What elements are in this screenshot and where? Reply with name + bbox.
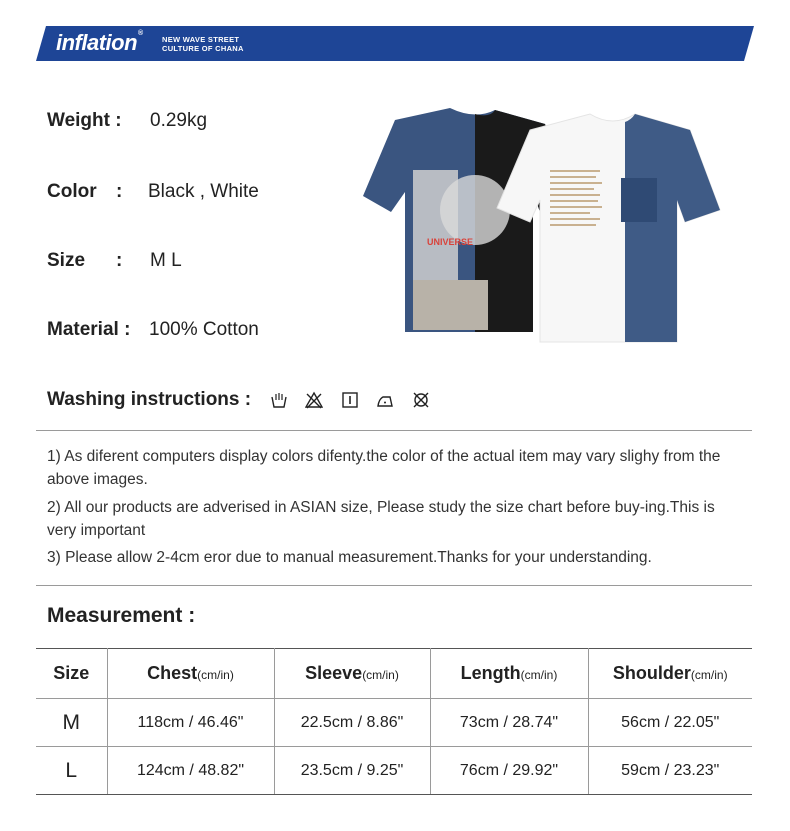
header-length: Length(cm/in) [430, 649, 588, 699]
header-shoulder: Shoulder(cm/in) [588, 649, 752, 699]
banner-background [36, 26, 754, 61]
measurement-title: Measurement : [47, 604, 196, 627]
header-sleeve: Sleeve(cm/in) [274, 649, 430, 699]
table-row [36, 699, 752, 747]
spec-separator: : [116, 181, 123, 202]
spec-color [47, 181, 259, 203]
note-2: 2) All our products are adverised in ASIAN size, Please study the size chart before buy-ing.This is very important [47, 499, 715, 539]
cell-size: M [36, 699, 107, 747]
table-row [36, 747, 752, 795]
cell-chest: 124cm / 48.82" [107, 747, 274, 795]
cell-shoulder: 59cm / 23.23" [588, 747, 752, 795]
iron-low-icon [376, 391, 394, 409]
note-1: 1) As diferent computers display colors difenty.the color of the actual item may vary slighy from the above images. [47, 448, 721, 488]
spec-separator: : [116, 250, 123, 271]
divider [36, 585, 752, 586]
spec-value: M L [150, 250, 182, 271]
spec-label: Color [47, 181, 97, 202]
spec-material [47, 319, 259, 341]
hand-wash-icon [270, 391, 288, 409]
header-chest: Chest(cm/in) [107, 649, 274, 699]
cell-sleeve: 23.5cm / 9.25" [274, 747, 430, 795]
spec-label: Size [47, 250, 86, 271]
brand-logo: inflation® [56, 30, 143, 55]
divider [36, 430, 752, 431]
spec-value: Black , White [148, 181, 259, 202]
cell-chest: 118cm / 46.46" [107, 699, 274, 747]
tumble-dry-icon [341, 391, 359, 409]
no-dry-clean-icon [412, 391, 430, 409]
washing-icons [270, 391, 443, 409]
product-image [355, 100, 755, 350]
spec-label: Material : [47, 319, 131, 340]
spec-value: 100% Cotton [149, 319, 259, 340]
print-text: UNIVERSE [427, 237, 474, 247]
brand-tagline: NEW WAVE STREET CULTURE OF CHANA [162, 35, 244, 53]
no-bleach-icon [305, 391, 323, 409]
spec-weight [47, 110, 208, 132]
washing-label: Washing instructions : [47, 389, 252, 410]
size-chart-table [36, 648, 752, 795]
cell-sleeve: 22.5cm / 8.86" [274, 699, 430, 747]
cell-length: 76cm / 29.92" [430, 747, 588, 795]
brand-banner [36, 26, 754, 61]
spec-label: Weight : [47, 110, 122, 131]
header-size: Size [36, 649, 107, 699]
note-3: 3) Please allow 2-4cm eror due to manual measurement.Thanks for your understanding. [47, 549, 652, 566]
spec-size [47, 250, 182, 272]
cell-shoulder: 56cm / 22.05" [588, 699, 752, 747]
cell-size: L [36, 747, 107, 795]
cell-length: 73cm / 28.74" [430, 699, 588, 747]
spec-value: 0.29kg [150, 110, 208, 131]
table-header-row [36, 649, 752, 699]
